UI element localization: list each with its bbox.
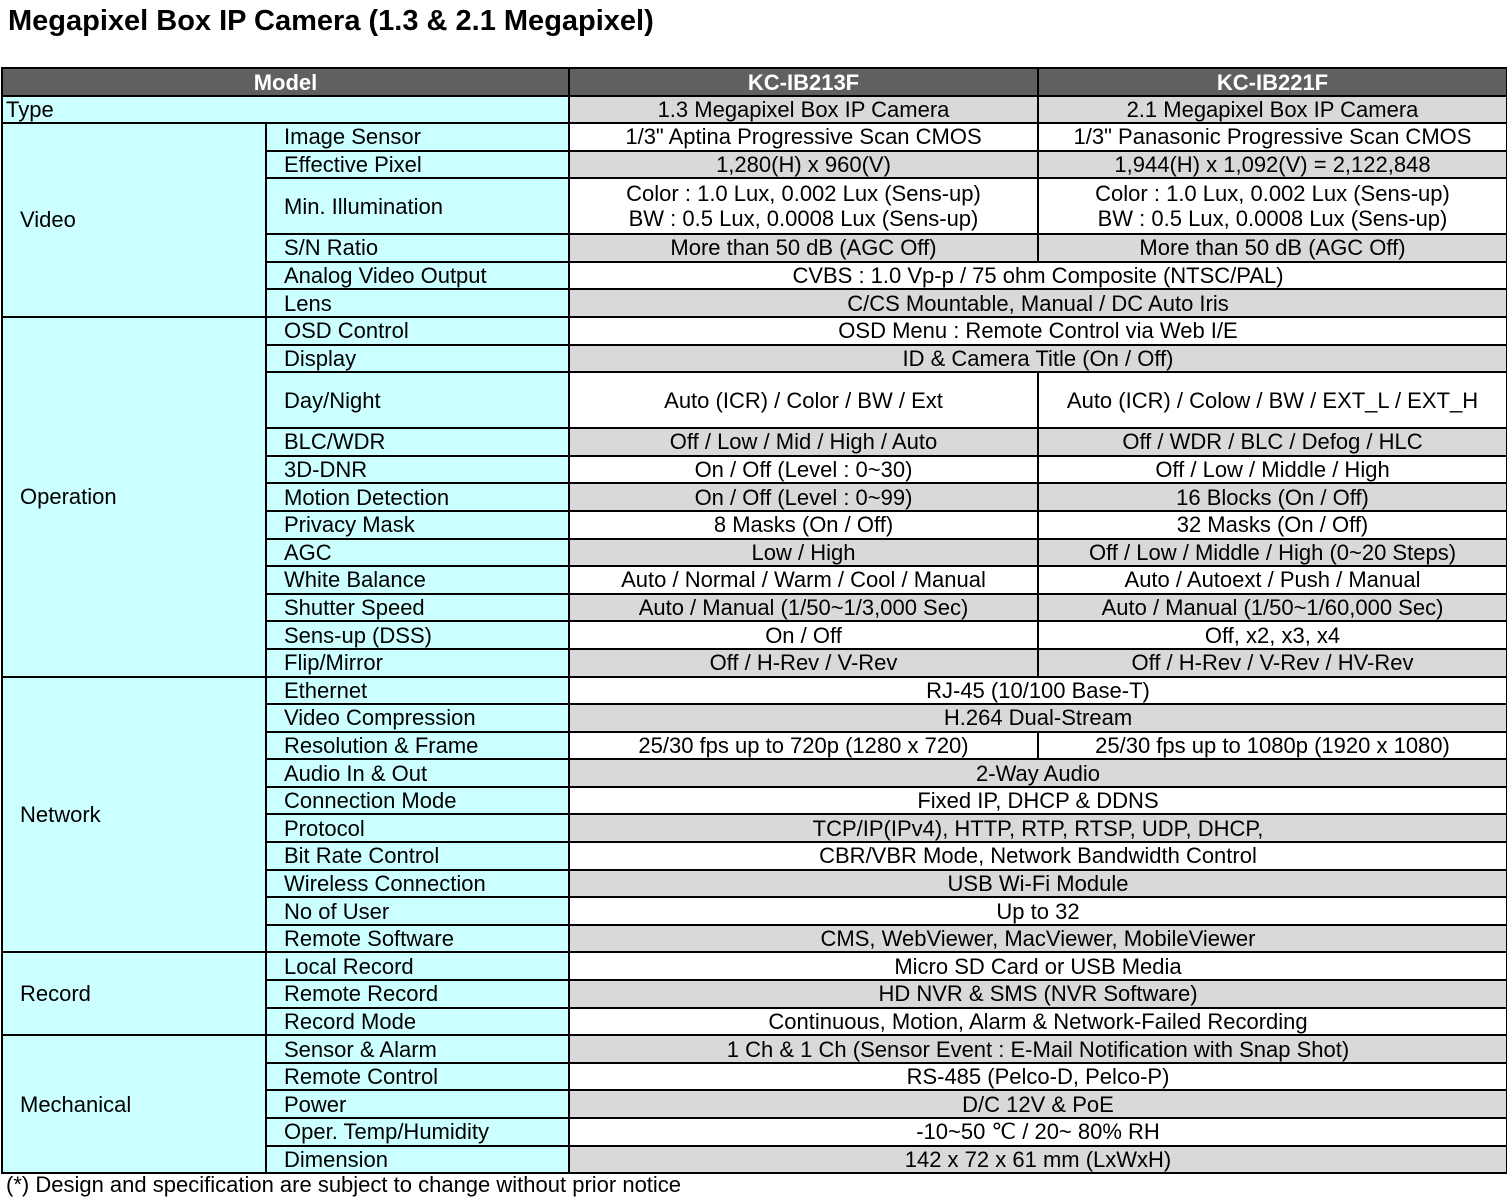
feature-value-shared: USB Wi-Fi Module	[569, 870, 1507, 898]
header-model: Model	[2, 68, 569, 96]
feature-label: Privacy Mask	[266, 511, 569, 539]
feature-label: Local Record	[266, 952, 569, 980]
feature-label: Audio In & Out	[266, 759, 569, 787]
feature-label: Protocol	[266, 814, 569, 842]
feature-label: Dimension	[266, 1146, 569, 1174]
feature-label: AGC	[266, 539, 569, 567]
feature-label: Sensor & Alarm	[266, 1035, 569, 1063]
feature-label: S/N Ratio	[266, 234, 569, 262]
feature-label: Day/Night	[266, 372, 569, 428]
feature-label: Motion Detection	[266, 483, 569, 511]
feature-value-1: Low / High	[569, 539, 1038, 567]
spec-row	[2, 1035, 1507, 1063]
feature-value-shared: HD NVR & SMS (NVR Software)	[569, 980, 1507, 1008]
feature-value-2: Off / WDR / BLC / Defog / HLC	[1038, 428, 1507, 456]
feature-value-shared: Fixed IP, DHCP & DDNS	[569, 787, 1507, 815]
feature-label: Connection Mode	[266, 787, 569, 815]
feature-value-2: 1/3" Panasonic Progressive Scan CMOS	[1038, 123, 1507, 151]
feature-value-1: On / Off	[569, 621, 1038, 649]
feature-value-shared: 1 Ch & 1 Ch (Sensor Event : E-Mail Notification with Snap Shot)	[569, 1035, 1507, 1063]
category-video: Video	[2, 123, 266, 317]
category-operation: Operation	[2, 317, 266, 677]
feature-value-2: 32 Masks (On / Off)	[1038, 511, 1507, 539]
feature-value-shared: 2-Way Audio	[569, 759, 1507, 787]
feature-value-shared: CBR/VBR Mode, Network Bandwidth Control	[569, 842, 1507, 870]
feature-value-1: Off / H-Rev / V-Rev	[569, 649, 1038, 677]
category-network: Network	[2, 677, 266, 953]
category-record: Record	[2, 952, 266, 1035]
feature-value-shared: TCP/IP(IPv4), HTTP, RTP, RTSP, UDP, DHCP,	[569, 814, 1507, 842]
feature-value-1: Auto / Manual (1/50~1/3,000 Sec)	[569, 594, 1038, 622]
feature-value-shared: RS-485 (Pelco-D, Pelco-P)	[569, 1063, 1507, 1091]
feature-label: Remote Control	[266, 1063, 569, 1091]
spec-row	[2, 677, 1507, 705]
feature-label: Resolution & Frame	[266, 732, 569, 760]
header-col1: KC-IB213F	[569, 68, 1038, 96]
feature-value-1: 8 Masks (On / Off)	[569, 511, 1038, 539]
feature-value-1: 1/3" Aptina Progressive Scan CMOS	[569, 123, 1038, 151]
feature-label: Min. Illumination	[266, 178, 569, 234]
feature-label: Analog Video Output	[266, 262, 569, 290]
feature-label: BLC/WDR	[266, 428, 569, 456]
feature-value-1: Auto / Normal / Warm / Cool / Manual	[569, 566, 1038, 594]
spec-row	[2, 123, 1507, 151]
feature-value-2: Off / Low / Middle / High (0~20 Steps)	[1038, 539, 1507, 567]
spec-row	[2, 317, 1507, 345]
feature-label: Video Compression	[266, 704, 569, 732]
feature-label: Oper. Temp/Humidity	[266, 1118, 569, 1146]
feature-value-1: On / Off (Level : 0~99)	[569, 483, 1038, 511]
feature-value-2: Auto (ICR) / Colow / BW / EXT_L / EXT_H	[1038, 372, 1507, 428]
feature-value-shared: Continuous, Motion, Alarm & Network-Failed Recording	[569, 1008, 1507, 1036]
feature-value-shared: OSD Menu : Remote Control via Web I/E	[569, 317, 1507, 345]
spec-table	[1, 67, 1507, 1174]
feature-label: Bit Rate Control	[266, 842, 569, 870]
feature-label: No of User	[266, 897, 569, 925]
feature-label: Remote Record	[266, 980, 569, 1008]
feature-value-2: Off, x2, x3, x4	[1038, 621, 1507, 649]
header-row	[2, 68, 1507, 96]
page-title: Megapixel Box IP Camera (1.3 & 2.1 Megapixel)	[8, 5, 654, 37]
feature-label: Remote Software	[266, 925, 569, 953]
feature-value-shared: 142 x 72 x 61 mm (LxWxH)	[569, 1146, 1507, 1174]
feature-value-1: 1,280(H) x 960(V)	[569, 151, 1038, 179]
feature-value-1: Auto (ICR) / Color / BW / Ext	[569, 372, 1038, 428]
feature-label: Record Mode	[266, 1008, 569, 1036]
feature-value-shared: Up to 32	[569, 897, 1507, 925]
feature-label: Shutter Speed	[266, 594, 569, 622]
feature-value-2: More than 50 dB (AGC Off)	[1038, 234, 1507, 262]
feature-value-shared: RJ-45 (10/100 Base-T)	[569, 677, 1507, 705]
feature-label: Lens	[266, 289, 569, 317]
category-mechanical: Mechanical	[2, 1035, 266, 1173]
feature-value-shared: ID & Camera Title (On / Off)	[569, 345, 1507, 373]
feature-value-1: Color : 1.0 Lux, 0.002 Lux (Sens-up) BW : 0.5 Lux, 0.0008 Lux (Sens-up)	[569, 178, 1038, 234]
feature-value-1: On / Off (Level : 0~30)	[569, 456, 1038, 484]
feature-label: Wireless Connection	[266, 870, 569, 898]
spec-row	[2, 952, 1507, 980]
feature-value-2: Off / Low / Middle / High	[1038, 456, 1507, 484]
feature-value-2: 25/30 fps up to 1080p (1920 x 1080)	[1038, 732, 1507, 760]
feature-value-shared: CVBS : 1.0 Vp-p / 75 ohm Composite (NTSC/PAL)	[569, 262, 1507, 290]
feature-label: Power	[266, 1090, 569, 1118]
feature-label: OSD Control	[266, 317, 569, 345]
feature-value-2: 1,944(H) x 1,092(V) = 2,122,848	[1038, 151, 1507, 179]
feature-label: Image Sensor	[266, 123, 569, 151]
feature-label: White Balance	[266, 566, 569, 594]
feature-value-2: Auto / Autoext / Push / Manual	[1038, 566, 1507, 594]
feature-label: Ethernet	[266, 677, 569, 705]
type-row	[2, 96, 1507, 123]
footnote: (*) Design and specification are subject to change without prior notice	[6, 1172, 682, 1197]
feature-value-2: Auto / Manual (1/50~1/60,000 Sec)	[1038, 594, 1507, 622]
feature-value-2: Off / H-Rev / V-Rev / HV-Rev	[1038, 649, 1507, 677]
feature-value-shared: Micro SD Card or USB Media	[569, 952, 1507, 980]
type-value-2: 2.1 Megapixel Box IP Camera	[1038, 96, 1507, 123]
feature-value-2: Color : 1.0 Lux, 0.002 Lux (Sens-up) BW : 0.5 Lux, 0.0008 Lux (Sens-up)	[1038, 178, 1507, 234]
feature-value-1: Off / Low / Mid / High / Auto	[569, 428, 1038, 456]
feature-value-1: 25/30 fps up to 720p (1280 x 720)	[569, 732, 1038, 760]
feature-value-shared: -10~50 ℃ / 20~ 80% RH	[569, 1118, 1507, 1146]
type-label: Type	[2, 96, 569, 123]
feature-value-1: More than 50 dB (AGC Off)	[569, 234, 1038, 262]
feature-value-shared: CMS, WebViewer, MacViewer, MobileViewer	[569, 925, 1507, 953]
header-col2: KC-IB221F	[1038, 68, 1507, 96]
feature-value-shared: D/C 12V & PoE	[569, 1090, 1507, 1118]
feature-label: Flip/Mirror	[266, 649, 569, 677]
feature-label: 3D-DNR	[266, 456, 569, 484]
feature-value-2: 16 Blocks (On / Off)	[1038, 483, 1507, 511]
feature-value-shared: H.264 Dual-Stream	[569, 704, 1507, 732]
feature-value-shared: C/CS Mountable, Manual / DC Auto Iris	[569, 289, 1507, 317]
feature-label: Effective Pixel	[266, 151, 569, 179]
type-value-1: 1.3 Megapixel Box IP Camera	[569, 96, 1038, 123]
feature-label: Sens-up (DSS)	[266, 621, 569, 649]
feature-label: Display	[266, 345, 569, 373]
